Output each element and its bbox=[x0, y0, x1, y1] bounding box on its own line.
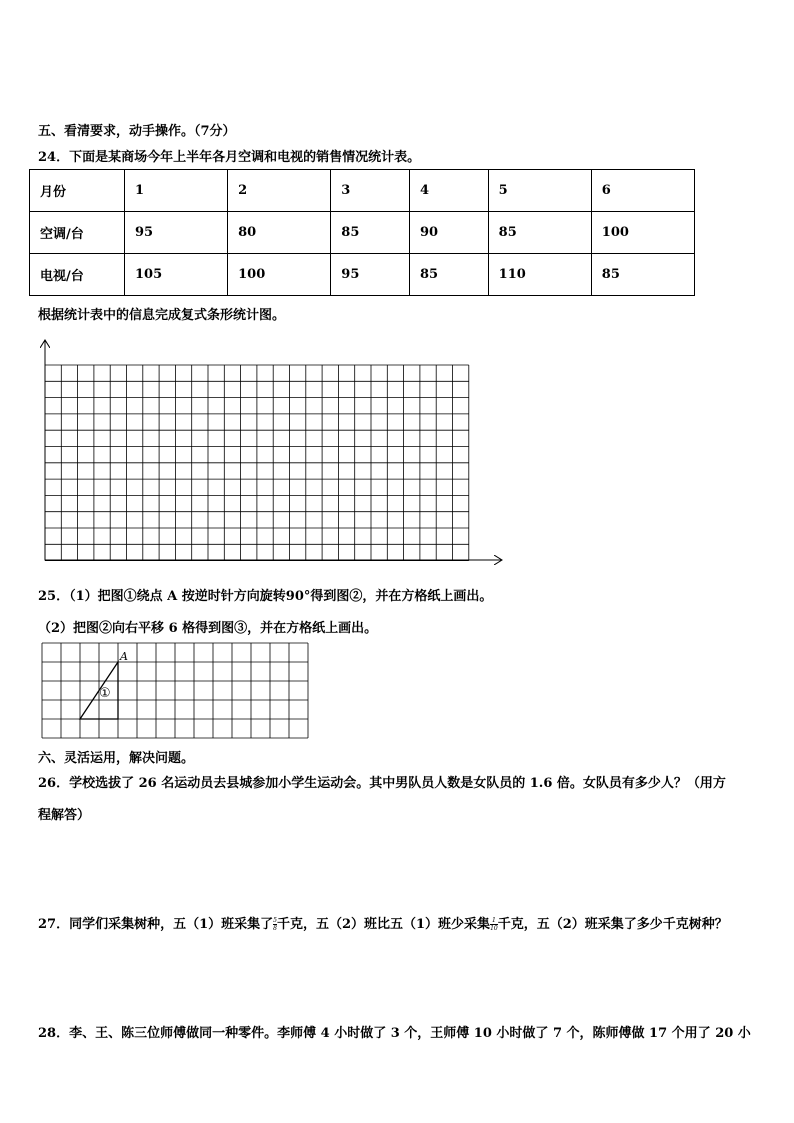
q25-part1: 25．（1）把图①绕点 A 按逆时针方向旋转90°得到图②，并在方格纸上画出。 bbox=[38, 589, 493, 604]
row-label: 电视/台 bbox=[30, 254, 125, 296]
fraction-numerator: 1 bbox=[491, 917, 496, 924]
q26-line1: 26．学校选拔了 26 名运动员去县城参加小学生运动会。其中男队员人数是女队员的 1.6 倍。女队员有多少人？（用方 bbox=[38, 776, 726, 791]
table-cell: 90 bbox=[409, 212, 488, 254]
sales-table bbox=[29, 169, 695, 296]
q27 bbox=[38, 913, 728, 932]
table-cell: 95 bbox=[331, 254, 410, 296]
bar-chart-grid bbox=[0, 335, 794, 575]
table-cell: 85 bbox=[331, 212, 410, 254]
table-cell: 95 bbox=[125, 212, 228, 254]
q26-line2: 程解答） bbox=[38, 808, 91, 823]
fraction-1-10 bbox=[490, 917, 498, 932]
table-cell: 3 bbox=[331, 170, 410, 212]
table-row bbox=[30, 212, 695, 254]
table-cell: 1 bbox=[125, 170, 228, 212]
point-a-label: A bbox=[120, 650, 128, 663]
q25-part2: （2）把图②向右平移 6 格得到图③，并在方格纸上画出。 bbox=[38, 621, 378, 636]
table-cell: 5 bbox=[488, 170, 591, 212]
table-cell: 105 bbox=[125, 254, 228, 296]
section6-heading: 六、灵活运用，解决问题。 bbox=[38, 751, 195, 766]
table-cell: 6 bbox=[591, 170, 694, 212]
fraction-denominator: 10 bbox=[490, 925, 498, 932]
table-cell: 85 bbox=[488, 212, 591, 254]
row-label: 空调/台 bbox=[30, 212, 125, 254]
table-row bbox=[30, 170, 695, 212]
figure-1-label: ① bbox=[99, 686, 111, 701]
table-cell: 2 bbox=[228, 170, 331, 212]
table-cell: 100 bbox=[228, 254, 331, 296]
row-label: 月份 bbox=[30, 170, 125, 212]
rotation-grid bbox=[0, 640, 794, 750]
q27-text-c: 千克，五（2）班采集了多少千克树种？ bbox=[497, 917, 728, 932]
fraction-numerator: 5 bbox=[273, 917, 277, 924]
q28-text: 28．李、王、陈三位师傅做同一种零件。李师傅 4 小时做了 3 个，王师傅 10 小时做了 7 个，陈师傅做 17 个用了 20 小 bbox=[38, 1026, 751, 1041]
table-cell: 85 bbox=[591, 254, 694, 296]
table-cell: 4 bbox=[409, 170, 488, 212]
table-row bbox=[30, 254, 695, 296]
table-cell: 85 bbox=[409, 254, 488, 296]
q24-instruction: 根据统计表中的信息完成复式条形统计图。 bbox=[38, 308, 286, 323]
q27-text-b: 千克，五（2）班比五（1）班少采集 bbox=[276, 917, 491, 932]
q24-title: 24．下面是某商场今年上半年各月空调和电视的销售情况统计表。 bbox=[38, 150, 421, 165]
table-cell: 110 bbox=[488, 254, 591, 296]
fraction-denominator: 8 bbox=[273, 925, 277, 932]
table-cell: 80 bbox=[228, 212, 331, 254]
table-cell: 100 bbox=[591, 212, 694, 254]
section5-heading: 五、看清要求，动手操作。（7分） bbox=[38, 124, 236, 139]
q27-text-a: 27．同学们采集树种，五（1）班采集了 bbox=[38, 917, 274, 932]
